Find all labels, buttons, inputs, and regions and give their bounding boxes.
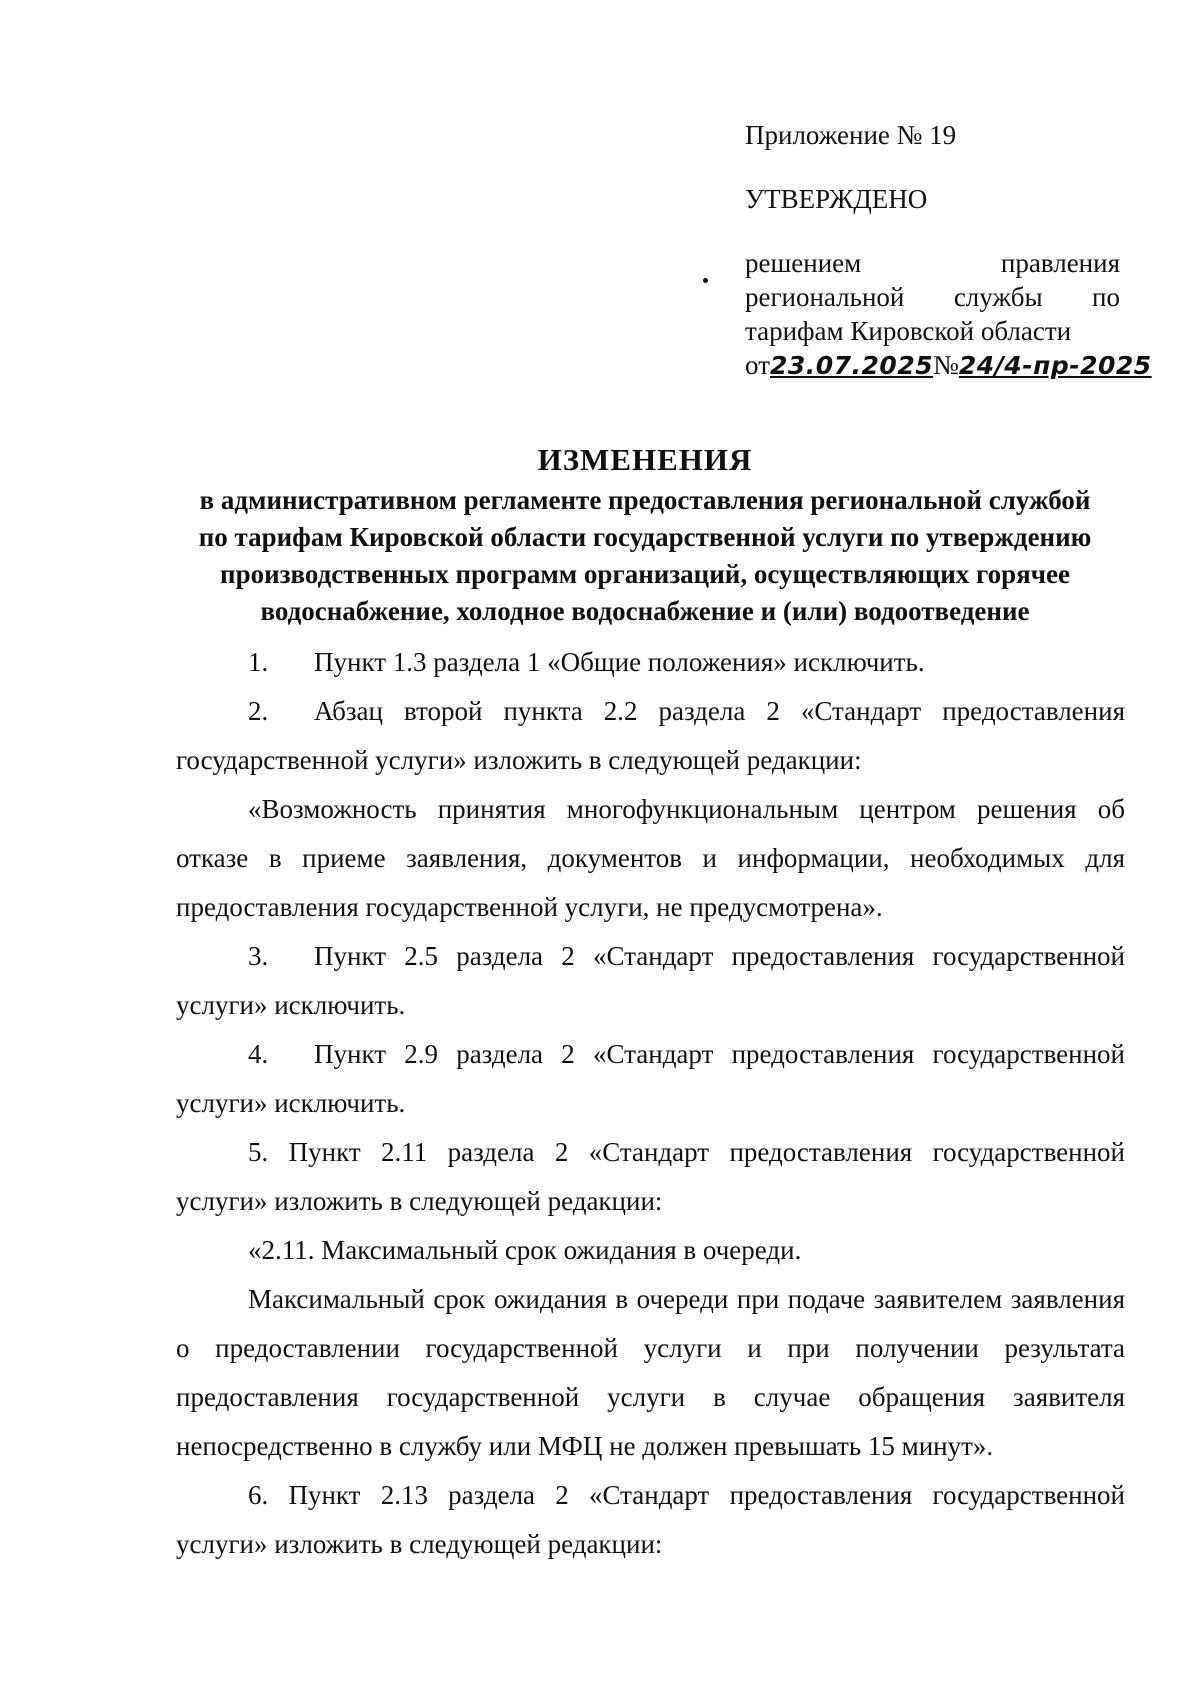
item-2 (176, 687, 1125, 785)
decision-line-3: тарифам Кировской области (745, 316, 1072, 346)
decision-line-2: региональной службы по (745, 282, 1120, 312)
item-4-number: 4. (248, 1039, 269, 1069)
item-5: 5. Пункт 2.11 раздела 2 «Стандарт предоставления государственной услуги» изложить в следующей редакции: (176, 1137, 1125, 1216)
handwritten-date: 23.07.2025 (769, 351, 934, 380)
annex-number: Приложение № 19 (745, 120, 957, 150)
approved-stamp-text: УТВЕРЖДЕНО (745, 184, 928, 214)
item-2-number: 2. (248, 696, 269, 726)
number-prefix: № (933, 350, 959, 380)
heading-line-4: водоснабжение, холодное водоснабжение и (или) водоотведение (260, 596, 1030, 626)
item-4-text: Пункт 2.9 раздела 2 «Стандарт предоставления государственной услуги» исключить. (176, 1039, 1125, 1118)
heading-title: ИЗМЕНЕНИЯ (537, 442, 753, 477)
date-prefix: от (745, 350, 770, 380)
item-5-quote-title: «2.11. Максимальный срок ожидания в очереди. (248, 1235, 802, 1265)
document-body (176, 638, 1125, 1569)
item-5-quote-text: Максимальный срок ожидания в очереди при подаче заявителем заявления о предоставлении государственной услуги и при получении результата предоставления государственной услуги в случае обращения заявителя непосредственно в службу или МФЦ не должен превышать 15 минут». (176, 1284, 1125, 1461)
approval-block (745, 118, 1152, 383)
item-2-text: Абзац второй пункта 2.2 раздела 2 «Стандарт предоставления государственной услуги» изложить в следующей редакции: (176, 696, 1125, 775)
item-4 (176, 1030, 1125, 1128)
item-6: 6. Пункт 2.13 раздела 2 «Стандарт предоставления государственной услуги» изложить в следующей редакции: (176, 1480, 1125, 1559)
decision-date-line (745, 348, 1152, 383)
handwritten-number: 24/4-пр-2025 (958, 351, 1152, 380)
heading-line-2: по тарифам Кировской области государственной услуги по утверждению (198, 522, 1092, 552)
item-1-number: 1. (248, 647, 269, 677)
document-heading (160, 440, 1130, 630)
item-3 (176, 932, 1125, 1030)
item-3-number: 3. (248, 941, 269, 971)
item-1-text: Пункт 1.3 раздела 1 «Общие положения» исключить. (314, 647, 925, 677)
item-2-quote: «Возможность принятия многофункциональным центром решения об отказе в приеме заявления, документов и информации, необходимых для предоставления государственной услуги, не предусмотрена». (176, 794, 1125, 922)
stray-dot (703, 278, 708, 283)
decision-line-1: решением правления (745, 248, 1120, 278)
item-1 (176, 638, 1125, 687)
heading-line-1: в административном регламенте предоставления региональной службой (199, 485, 1091, 515)
item-3-text: Пункт 2.5 раздела 2 «Стандарт предоставления государственной услуги» исключить. (176, 941, 1125, 1020)
heading-line-3: производственных программ организаций, осуществляющих горячее (220, 559, 1070, 589)
